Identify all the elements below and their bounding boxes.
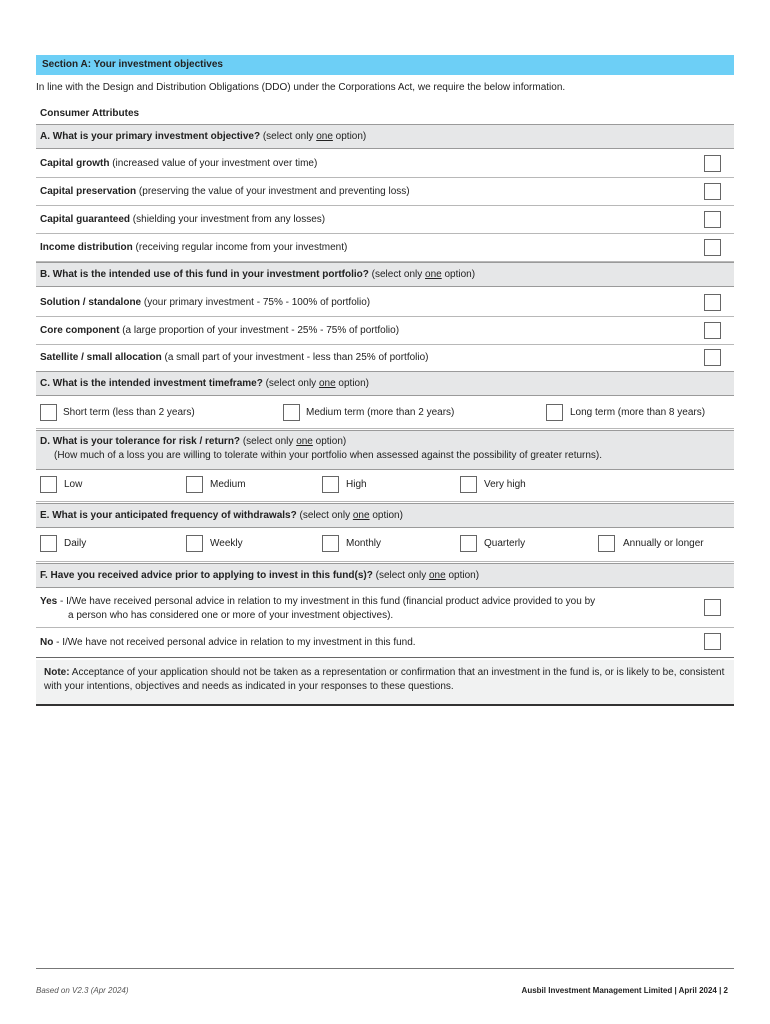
- timeframe-options-row: [36, 397, 734, 429]
- question-f-text: F. Have you received advice prior to applying to invest in this fund(s)?: [40, 570, 373, 581]
- advice-yes-row: [36, 589, 734, 628]
- risk-medium-checkbox[interactable]: [186, 476, 203, 493]
- question-d-select-pre: (select only: [240, 436, 297, 447]
- withdraw-quarterly-label: Quarterly: [484, 538, 526, 549]
- question-c-select-pre: (select only: [262, 378, 319, 389]
- capital-guaranteed-checkbox[interactable]: [704, 211, 721, 228]
- solution-standalone-checkbox[interactable]: [704, 294, 721, 311]
- question-e-select-post: option): [369, 510, 403, 521]
- option-label: Solution / standalone: [40, 297, 142, 308]
- option-desc: (your primary investment - 75% - 100% of portfolio): [141, 297, 371, 308]
- advice-no-checkbox[interactable]: [704, 633, 721, 650]
- medium-term-label: Medium term (more than 2 years): [306, 407, 455, 418]
- option-desc: (increased value of your investment over time): [109, 158, 318, 169]
- withdraw-annually-checkbox[interactable]: [598, 535, 615, 552]
- risk-medium-label: Medium: [210, 479, 246, 490]
- risk-options-row: [36, 470, 734, 502]
- section-title: Section A: Your investment objectives: [36, 55, 734, 75]
- question-a-heading: [36, 124, 734, 149]
- question-a-select-pre: (select only: [260, 131, 317, 142]
- question-d-text: D. What is your tolerance for risk / return?: [40, 436, 241, 447]
- option-label: Capital guaranteed: [40, 214, 131, 225]
- question-b-select-post: option): [441, 269, 476, 280]
- advice-no-text: - I/We have not received personal advice in relation to my investment in this fund.: [53, 637, 416, 648]
- question-c-select-one: one: [318, 378, 336, 389]
- long-term-checkbox[interactable]: [546, 404, 563, 421]
- question-c-select-post: option): [335, 378, 369, 389]
- option-desc: (shielding your investment from any losses): [130, 214, 326, 225]
- risk-very-high-label: Very high: [484, 479, 526, 490]
- option-desc: (a large proportion of your investment - 25% - 75% of portfolio): [119, 325, 400, 336]
- short-term-label: Short term (less than 2 years): [63, 407, 195, 418]
- question-f-heading: [36, 563, 734, 588]
- risk-low-label: Low: [64, 479, 83, 490]
- advice-yes-label: Yes: [40, 596, 58, 607]
- advice-yes-text: - I/We have received personal advice in relation to my investment in this fund (financial product advice provided to you by: [57, 596, 596, 607]
- question-f-select-post: option): [445, 570, 480, 581]
- question-a-select-one: one: [316, 131, 333, 142]
- note-box: [36, 660, 734, 706]
- note-text: Acceptance of your application should not be taken as a representation or confirmation that an investment in the fund is, or is likely to be, consistent with your intentions, objectives and needs as indicated in your responses to these questions.: [44, 667, 725, 692]
- question-b-select-one: one: [425, 269, 442, 280]
- question-d-heading: [36, 430, 734, 470]
- risk-very-high-checkbox[interactable]: [460, 476, 477, 493]
- option-label: Capital preservation: [40, 186, 137, 197]
- intro-text: In line with the Design and Distribution Obligations (DDO) under the Corporations Act, we require the below information.: [36, 82, 566, 93]
- option-label: Satellite / small allocation: [40, 352, 162, 363]
- risk-high-label: High: [346, 479, 367, 490]
- medium-term-checkbox[interactable]: [283, 404, 300, 421]
- question-e-select-one: one: [352, 510, 370, 521]
- note-label: Note:: [44, 667, 70, 678]
- option-label: Capital growth: [40, 158, 110, 169]
- question-b-select-pre: (select only: [368, 269, 426, 280]
- satellite-allocation-checkbox[interactable]: [704, 349, 721, 366]
- question-f-select-one: one: [428, 570, 446, 581]
- short-term-checkbox[interactable]: [40, 404, 57, 421]
- advice-no-label: No: [40, 637, 54, 648]
- option-label: Income distribution: [40, 242, 133, 253]
- question-f-select-pre: (select only: [372, 570, 429, 581]
- advice-no-row: [36, 628, 734, 658]
- advice-yes-checkbox[interactable]: [704, 599, 721, 616]
- risk-low-checkbox[interactable]: [40, 476, 57, 493]
- withdraw-weekly-checkbox[interactable]: [186, 535, 203, 552]
- withdraw-daily-checkbox[interactable]: [40, 535, 57, 552]
- question-e-select-pre: (select only: [296, 510, 353, 521]
- income-distribution-checkbox[interactable]: [704, 239, 721, 256]
- question-c-text: C. What is the intended investment timeframe?: [40, 378, 263, 389]
- core-component-checkbox[interactable]: [704, 322, 721, 339]
- capital-growth-checkbox[interactable]: [704, 155, 721, 172]
- objective-option-row: [36, 234, 734, 262]
- question-a-text: A. What is your primary investment objective?: [40, 131, 261, 142]
- withdraw-monthly-checkbox[interactable]: [322, 535, 339, 552]
- option-label: Core component: [40, 325, 120, 336]
- long-term-label: Long term (more than 8 years): [570, 407, 706, 418]
- objective-option-row: [36, 178, 734, 206]
- question-d-select-post: option): [312, 436, 347, 447]
- capital-preservation-checkbox[interactable]: [704, 183, 721, 200]
- use-option-row: [36, 317, 734, 345]
- question-b-text: B. What is the intended use of this fund in your investment portfolio?: [40, 269, 369, 280]
- risk-high-checkbox[interactable]: [322, 476, 339, 493]
- objective-option-row: [36, 206, 734, 234]
- question-e-heading: [36, 503, 734, 528]
- withdraw-monthly-label: Monthly: [346, 538, 382, 549]
- option-desc: (preserving the value of your investment and preventing loss): [136, 186, 410, 197]
- consumer-attributes-heading: Consumer Attributes: [40, 108, 140, 119]
- withdrawal-options-row: [36, 529, 734, 562]
- footer-divider: [36, 968, 734, 969]
- footer-version: Based on V2.3 (Apr 2024): [36, 986, 129, 995]
- option-desc: (a small part of your investment - less than 25% of portfolio): [161, 352, 429, 363]
- option-desc: (receiving regular income from your investment): [132, 242, 348, 253]
- question-b-heading: [36, 262, 734, 287]
- advice-yes-text-continued: a person who has considered one or more of your investment objectives).: [68, 610, 394, 621]
- question-e-text: E. What is your anticipated frequency of withdrawals?: [40, 510, 297, 521]
- question-c-heading: [36, 371, 734, 396]
- withdraw-weekly-label: Weekly: [210, 538, 243, 549]
- question-a-select-post: option): [332, 131, 367, 142]
- withdraw-annually-label: Annually or longer: [623, 538, 704, 549]
- withdraw-daily-label: Daily: [64, 538, 87, 549]
- withdraw-quarterly-checkbox[interactable]: [460, 535, 477, 552]
- question-d-select-one: one: [296, 436, 313, 447]
- use-option-row: [36, 344, 734, 372]
- question-d-subtext: (How much of a loss you are willing to tolerate within your portfolio when assessed against the possibility of greater returns).: [54, 450, 603, 461]
- use-option-row: [36, 289, 734, 317]
- objective-option-row: [36, 150, 734, 178]
- footer-company-page: Ausbil Investment Management Limited | April 2024 | 2: [521, 986, 728, 995]
